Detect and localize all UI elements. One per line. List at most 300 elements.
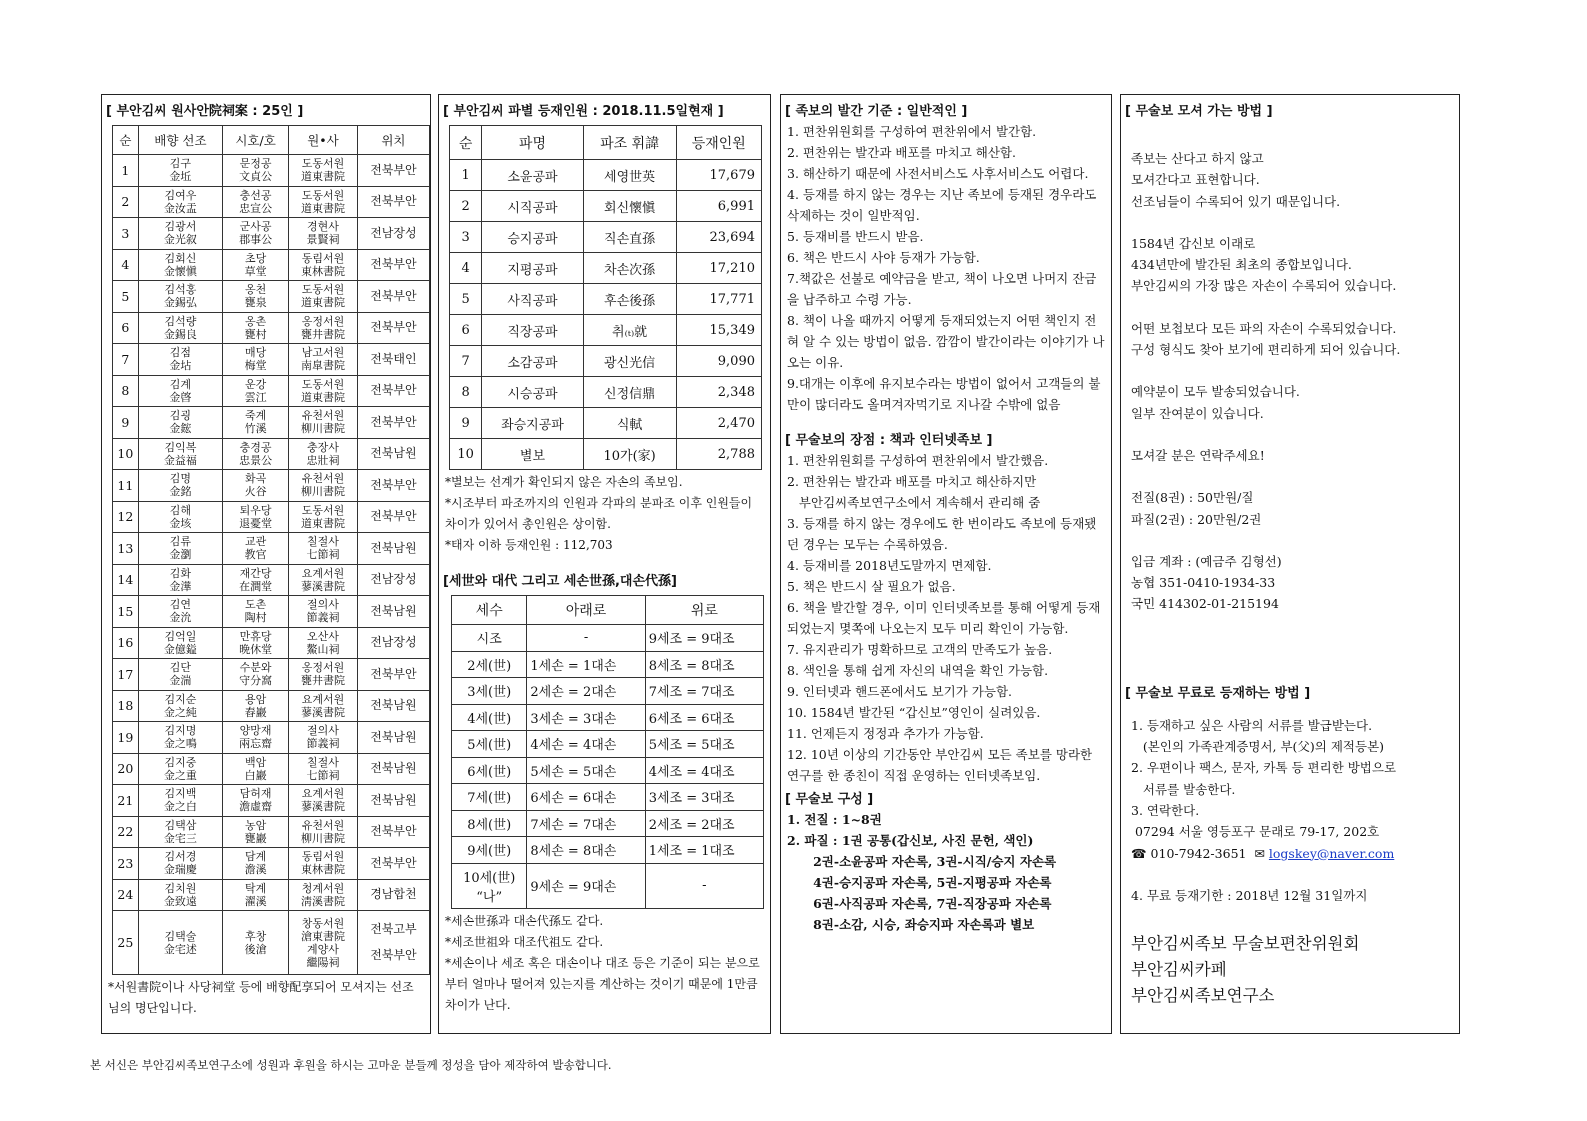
table-cell: 전북부안	[357, 375, 429, 407]
text-line: 모셔간다고 표현합니다.	[1131, 172, 1260, 188]
table-row	[452, 863, 764, 908]
table-row	[113, 155, 430, 187]
table-cell: 김익복 金益福	[138, 438, 222, 470]
text-line	[1131, 297, 1449, 318]
table-cell: 6	[450, 315, 482, 346]
table-cell: 용암 舂巖	[223, 690, 289, 722]
table-cell: 17,771	[676, 284, 761, 315]
table-cell: 경남합천	[357, 879, 429, 911]
table-cell: 10세(世) “나”	[452, 863, 527, 908]
table-cell: 2세(世)	[452, 651, 527, 678]
table-cell: 2세조 = 2대조	[645, 810, 763, 837]
table-cell: 전북남원	[357, 722, 429, 754]
text-line: 부안김씨의 가장 많은 자손이 수록되어 있습니다.	[1131, 278, 1397, 294]
table-cell: 20	[113, 753, 139, 785]
list-item: 5. 책은 반드시 살 필요가 없음.	[787, 579, 956, 594]
table-cell: 지평공파	[482, 253, 583, 284]
list-item: 7. 유지관리가 명확하므로 고객의 만족도가 높음.	[787, 642, 1053, 657]
table-row	[113, 312, 430, 344]
table-cell: 전북부안	[357, 407, 429, 439]
table-cell: 도동서원 道東書院	[289, 281, 358, 313]
note-line: *세손世孫과 대손代孫도 같다.	[445, 913, 604, 928]
table-row	[450, 439, 762, 470]
table-cell: 24	[113, 879, 139, 911]
text-line: 족보는 산다고 하지 않고	[1131, 151, 1264, 166]
table-header-row	[452, 596, 764, 625]
table-cell: 전남장성	[357, 218, 429, 250]
table-cell: 차손次孫	[583, 253, 676, 284]
deadline-text: 4. 무료 등재기한 : 2018년 12월 31일까지	[1131, 887, 1368, 903]
table-cell: 남고서원 南皐書院	[289, 344, 358, 376]
table-cell: 19	[113, 722, 139, 754]
list-item: 9.대개는 이후에 유지보수라는 방법이 없어서 고객들의 불만이 많더라도 올며겨자먹기로 지나갈 수밖에 없음	[787, 376, 1101, 412]
table-cell: 김단 金湍	[138, 659, 222, 691]
table-cell: 9,090	[676, 346, 761, 377]
table-cell: 3	[113, 218, 139, 250]
table-row	[452, 678, 764, 705]
table-cell: 8	[450, 377, 482, 408]
table-cell: 신정信鼎	[583, 377, 676, 408]
table-cell: 전북부안	[357, 312, 429, 344]
text-line: 입금 계좌 : (예금주 김형선)	[1131, 553, 1282, 569]
table-cell: 8	[113, 375, 139, 407]
table-cell: 시승공파	[482, 377, 583, 408]
table-row	[113, 564, 430, 596]
table-cell: 회신懷愼	[583, 191, 676, 222]
table-cell: 김지백 金之白	[138, 785, 222, 817]
table-cell: 1	[113, 155, 139, 187]
table-cell: 동림서원 東林書院	[289, 249, 358, 281]
table-cell: 요계서원 蓼溪書院	[289, 785, 358, 817]
table-cell: 7세조 = 7대조	[645, 678, 763, 705]
table-header-cell: 순	[113, 126, 139, 155]
table-cell: 3세(世)	[452, 678, 527, 705]
table-cell: 김석량 金錫良	[138, 312, 222, 344]
table-header-row	[113, 126, 430, 155]
table-cell: 6세손 = 6대손	[527, 784, 645, 811]
table-cell: 14	[113, 564, 139, 596]
table-cell: 좌승지공파	[482, 408, 583, 439]
table-cell: 김억일 金億鎰	[138, 627, 222, 659]
table-cell: 전북태인	[357, 344, 429, 376]
table-cell: 승지공파	[482, 222, 583, 253]
table-cell: 김여우 金汝盂	[138, 186, 222, 218]
table-cell: 절의사 節義祠	[289, 722, 358, 754]
table-cell: 23	[113, 848, 139, 880]
table-cell: 5세조 = 5대조	[645, 731, 763, 758]
table-cell: 직손直孫	[583, 222, 676, 253]
table-row	[113, 218, 430, 250]
text-line: 농협 351-0410-1934-33	[1131, 575, 1276, 591]
table-row	[113, 249, 430, 281]
table-cell: 전북부안	[357, 186, 429, 218]
table-cell: 3세손 = 3대손	[527, 704, 645, 731]
table-cell: 11	[113, 470, 139, 502]
table-cell: 9	[450, 408, 482, 439]
table-cell: 칠절사 七節祠	[289, 753, 358, 785]
list-item: 6. 책은 반드시 사야 등재가 가능함.	[787, 250, 980, 265]
table-cell: 오산사 鰲山祠	[289, 627, 358, 659]
table-cell: 전북남원	[357, 596, 429, 628]
table-cell: 직장공파	[482, 315, 583, 346]
table-cell: 충장사 忠壯祠	[289, 438, 358, 470]
table-header-cell: 세수	[452, 596, 527, 625]
table-cell: 문정공 文貞公	[223, 155, 289, 187]
list-item: 8. 색인을 통해 쉽게 자신의 내역을 확인 가능함.	[787, 663, 1049, 678]
table-cell: 13	[113, 533, 139, 565]
table-cell: 6	[113, 312, 139, 344]
table-cell: 초당 草堂	[223, 249, 289, 281]
table-cell: 도동서원 道東書院	[289, 186, 358, 218]
table-row	[113, 753, 430, 785]
table-row	[113, 375, 430, 407]
list-item: 2권-소윤공파 자손록, 3권-시직/승지 자손록	[787, 854, 1057, 869]
table-cell: 7세(世)	[452, 784, 527, 811]
table-row	[450, 284, 762, 315]
table-cell: 23,694	[676, 222, 761, 253]
list-item: 9. 인터넷과 핸드폰에서도 보기가 가능함.	[787, 684, 1012, 699]
table-header-cell: 파조 휘諱	[583, 126, 676, 160]
text-line: 어떤 보첩보다 모든 파의 자손이 수록되었습니다.	[1131, 320, 1397, 336]
table-cell: 3	[450, 222, 482, 253]
list-item: 8. 책이 나올 때까지 어떻게 등재되었는지 어떤 책인지 전혀 알 수 있는 방법이 없음. 깜깜이 발간이라는 이야기가 나오는 이유.	[787, 313, 1105, 370]
table-row	[113, 659, 430, 691]
table-cell: 식軾	[583, 408, 676, 439]
table-row	[113, 596, 430, 628]
text-line	[1131, 466, 1449, 487]
table-cell: 전북부안	[357, 659, 429, 691]
table-row	[113, 911, 430, 975]
text-line	[1131, 360, 1449, 381]
table-cell: 2,470	[676, 408, 761, 439]
table-cell: 전북부안	[357, 249, 429, 281]
table-cell: 김지명 金之鳴	[138, 722, 222, 754]
table-cell: 9	[113, 407, 139, 439]
table-cell: 도동서원 道東書院	[289, 375, 358, 407]
list-item: 2. 편찬위는 발간과 배포를 마치고 해산하지만	[787, 474, 1037, 489]
table-row	[452, 810, 764, 837]
table-cell: 죽계 竹溪	[223, 407, 289, 439]
table-row	[450, 191, 762, 222]
table-cell: 21	[113, 785, 139, 817]
table-cell: 옹정서원 甕井書院	[289, 312, 358, 344]
generation-table	[451, 595, 764, 909]
table-row	[450, 408, 762, 439]
table-cell: 전북부안	[357, 501, 429, 533]
table-cell: 전남장성	[357, 564, 429, 596]
table-cell: 옹천 甕泉	[223, 281, 289, 313]
text-line: (본인의 가족관계증명서, 부(父)의 제적등본)	[1131, 739, 1385, 755]
panel-branch-registrants	[438, 94, 771, 1034]
table-row	[113, 501, 430, 533]
table-cell: 전북부안	[357, 155, 429, 187]
table-cell: -	[527, 625, 645, 652]
table-row	[113, 848, 430, 880]
table-cell: 유천서원 柳川書院	[289, 470, 358, 502]
table-cell: 6세(世)	[452, 757, 527, 784]
table-cell: 취₍ₜ₎就	[583, 315, 676, 346]
table-row	[113, 816, 430, 848]
table-cell: 2	[113, 186, 139, 218]
table-cell: 창동서원 滄東書院 계양사 繼陽祠	[289, 911, 358, 975]
table-header-cell: 시호/호	[223, 126, 289, 155]
table-cell: 2,788	[676, 439, 761, 470]
list-item: 4권-승지공파 자손록, 5권-지평공파 자손록	[787, 875, 1052, 890]
table-header-cell: 아래로	[527, 596, 645, 625]
table-cell: 10	[113, 438, 139, 470]
table-cell: 4세(世)	[452, 704, 527, 731]
table-cell: 도동서원 道東書院	[289, 501, 358, 533]
table-row	[452, 625, 764, 652]
table-cell: 담허재 澹虛齋	[223, 785, 289, 817]
table-cell: 도동서원 道東書院	[289, 155, 358, 187]
table-cell: 4세손 = 4대손	[527, 731, 645, 758]
contact-line	[1125, 843, 1455, 864]
table-cell: 17	[113, 659, 139, 691]
table-cell: 담계 澹溪	[223, 848, 289, 880]
text-line: 선조님들이 수록되어 있기 때문입니다.	[1131, 193, 1341, 209]
table-cell: 전북남원	[357, 785, 429, 817]
table-cell: 도촌 陶村	[223, 596, 289, 628]
table-row	[113, 438, 430, 470]
table-row	[452, 704, 764, 731]
table-cell: 2세손 = 2대손	[527, 678, 645, 705]
list-item: 1. 전질 : 1~8권	[787, 812, 882, 827]
table-row	[450, 377, 762, 408]
table-cell: 1세손 = 1대손	[527, 651, 645, 678]
note-line: *태자 이하 등재인원 : 112,703	[445, 538, 613, 552]
panel-won-sa-an	[101, 94, 431, 1034]
list-item: 4. 등재를 하지 않는 경우는 지난 족보에 등재된 경우라도 삭제하는 것이 일반적임.	[787, 187, 1097, 223]
table-cell: 1세조 = 1대조	[645, 837, 763, 864]
footer-note: 본 서신은 부안김씨족보연구소에 성원과 후원을 하시는 고마운 분들께 정성을 담아 제작하여 발송합니다.	[90, 1058, 612, 1072]
text-line: 3. 연락한다.	[1131, 802, 1200, 818]
list-item: 2. 파질 : 1권 공통(갑신보, 사진 문헌, 색인)	[787, 833, 1034, 848]
table-cell: 유천서원 柳川書院	[289, 816, 358, 848]
branch-table	[449, 125, 762, 470]
table-cell: 전북고부 전북부안	[357, 911, 429, 975]
table-cell: 전남장성	[357, 627, 429, 659]
table-row	[113, 281, 430, 313]
table-header-cell: 등재인원	[676, 126, 761, 160]
table-cell: 18	[113, 690, 139, 722]
table-row	[113, 186, 430, 218]
table-cell: 칠절사 七節祠	[289, 533, 358, 565]
text-line: 07294 서울 영등포구 문래로 79-17, 202호	[1131, 824, 1380, 840]
table-cell: 김류 金瀏	[138, 533, 222, 565]
table-header-cell: 파명	[482, 126, 583, 160]
table-cell: 전북부안	[357, 816, 429, 848]
table-cell: 수분와 守分窩	[223, 659, 289, 691]
table-cell: 김굉 金鋐	[138, 407, 222, 439]
table-cell: 15	[113, 596, 139, 628]
list-item: 1. 편찬위원회를 구성하여 편찬위에서 발간했음.	[787, 453, 1049, 468]
note-line: *별보는 선계가 확인되지 않은 자손의 족보임.	[445, 475, 683, 489]
table-row	[113, 533, 430, 565]
table-cell: 김구 金坵	[138, 155, 222, 187]
won-sa-an-note: *서원書院이나 사당祠堂 등에 배향配享되어 모셔지는 선조님의 명단입니다.	[108, 980, 414, 1015]
table-cell: -	[645, 863, 763, 908]
text-line: 국민 414302-01-215194	[1131, 596, 1279, 612]
table-cell: 화곡 火谷	[223, 470, 289, 502]
table-row	[452, 651, 764, 678]
text-line: 434년만에 발간된 최초의 종합보입니다.	[1131, 257, 1352, 273]
list-item: 1. 편찬위원회를 구성하여 편찬위에서 발간함.	[787, 124, 1037, 139]
table-row	[113, 627, 430, 659]
table-cell: 사직공파	[482, 284, 583, 315]
note-line: *세손이나 세조 혹은 대손이나 대조 등은 기준이 되는 분으로부터 얼마나 떨어져 있는지를 계산하는 것이기 때문에 1만큼 차이가 난다.	[445, 955, 760, 1012]
table-cell: 4세조 = 4대조	[645, 757, 763, 784]
org-name: 부안김씨카페	[1131, 960, 1227, 980]
panel-how-to-get	[1120, 94, 1460, 1034]
table-cell: 만휴당 晩休堂	[223, 627, 289, 659]
table-row	[113, 785, 430, 817]
table-cell: 충선공 忠宣公	[223, 186, 289, 218]
table-header-cell: 위치	[357, 126, 429, 155]
table-cell: 김연 金沇	[138, 596, 222, 628]
text-line	[1131, 530, 1449, 551]
table-cell: 옹촌 甕村	[223, 312, 289, 344]
table-cell: 김명 金銘	[138, 470, 222, 502]
musulbo-merits-title: [ 무술보의 장점 : 책과 인터넷족보 ]	[785, 433, 993, 448]
table-cell: 10가(家)	[583, 439, 676, 470]
musulbo-composition-title: [ 무술보 구성 ]	[785, 792, 874, 807]
table-cell: 김지순 金之純	[138, 690, 222, 722]
table-cell: 5세손 = 5대손	[527, 757, 645, 784]
won-sa-an-table	[112, 125, 430, 975]
table-cell: 청계서원 淸溪書院	[289, 879, 358, 911]
table-cell: 전북부안	[357, 848, 429, 880]
table-cell: 후창 後滄	[223, 911, 289, 975]
list-item: 5. 등재비를 반드시 받음.	[787, 229, 924, 244]
text-line: 1. 등재하고 싶은 사람의 서류를 발급받는다.	[1131, 717, 1373, 733]
table-cell: 김계 金晵	[138, 375, 222, 407]
list-item: 6권-사직공파 자손록, 7권-직장공파 자손록	[787, 896, 1052, 911]
table-row	[113, 722, 430, 754]
list-item: 3. 등재를 하지 않는 경우에도 한 번이라도 족보에 등재됐던 경우는 모두는 수록하였음.	[787, 516, 1097, 552]
table-cell: 9세조 = 9대조	[645, 625, 763, 652]
table-cell: 교관 教官	[223, 533, 289, 565]
table-cell: 세영世英	[583, 160, 676, 191]
table-cell: 7세손 = 7대손	[527, 810, 645, 837]
table-cell: 군사공 郡事公	[223, 218, 289, 250]
table-cell: 옹정서원 甕井書院	[289, 659, 358, 691]
table-cell: 김점 金坫	[138, 344, 222, 376]
text-line: 전질(8권) : 50만원/질	[1131, 490, 1254, 506]
list-item: 11. 언제든지 정정과 추가가 가능함.	[787, 726, 984, 741]
table-cell: 4	[113, 249, 139, 281]
note-line: *세조世祖와 대조代祖도 같다.	[445, 934, 604, 949]
table-cell: 농암 甕巖	[223, 816, 289, 848]
list-item: 2. 편찬위는 발간과 배포를 마치고 해산함.	[787, 145, 1016, 160]
text-line	[1131, 212, 1449, 233]
table-cell: 광신光信	[583, 346, 676, 377]
text-line: 모셔갈 분은 연락주세요!	[1131, 447, 1265, 463]
table-cell: 3세조 = 3대조	[645, 784, 763, 811]
table-row	[113, 690, 430, 722]
text-line: 서류를 발송한다.	[1131, 781, 1236, 797]
table-cell: 2	[450, 191, 482, 222]
table-cell: 김화 金澕	[138, 564, 222, 596]
table-row	[452, 757, 764, 784]
table-row	[113, 470, 430, 502]
table-cell: 5	[450, 284, 482, 315]
table-row	[450, 315, 762, 346]
table-cell: 17,210	[676, 253, 761, 284]
text-line: 예약분이 모두 발송되었습니다.	[1131, 384, 1300, 400]
table-cell: 10	[450, 439, 482, 470]
table-cell: 8세손 = 8대손	[527, 837, 645, 864]
table-cell: 5	[113, 281, 139, 313]
list-item: 10. 1584년 발간된 “갑신보”영인이 실려있음.	[787, 705, 1041, 720]
table-row	[113, 879, 430, 911]
table-cell: 요계서원 蓼溪書院	[289, 564, 358, 596]
list-item: 8권-소감, 시승, 좌승지파 자손록과 별보	[787, 917, 1035, 932]
table-cell: 소감공파	[482, 346, 583, 377]
list-item: 3. 해산하기 때문에 사전서비스도 사후서비스도 어렵다.	[787, 166, 1089, 181]
table-cell: 동림서원 東林書院	[289, 848, 358, 880]
table-header-row	[450, 126, 762, 160]
list-item: 12. 10년 이상의 기간동안 부안김씨 모든 족보를 망라한 연구를 한 종친이 직접 운영하는 인터넷족보임.	[787, 747, 1097, 783]
table-cell: 8세조 = 8대조	[645, 651, 763, 678]
table-cell: 16	[113, 627, 139, 659]
mail-icon: ✉	[1254, 845, 1265, 861]
table-cell: 7	[450, 346, 482, 377]
table-cell: 전북남원	[357, 690, 429, 722]
text-line: 일부 잔여분이 있습니다.	[1131, 405, 1264, 421]
text-line: 파질(2권) : 20만원/2권	[1131, 511, 1262, 527]
table-cell: 전북남원	[357, 533, 429, 565]
table-cell: 1	[450, 160, 482, 191]
table-cell: 절의사 節義祠	[289, 596, 358, 628]
table-cell: 별보	[482, 439, 583, 470]
phone-number[interactable]: ☎ 010-7942-3651	[1131, 845, 1247, 861]
table-cell: 12	[113, 501, 139, 533]
table-cell: 김석홍 金錫弘	[138, 281, 222, 313]
table-cell: 2,348	[676, 377, 761, 408]
table-cell: 운강 雲江	[223, 375, 289, 407]
table-cell: 김택술 金宅述	[138, 911, 222, 975]
table-cell: 시조	[452, 625, 527, 652]
table-cell: 김회신 金懷愼	[138, 249, 222, 281]
table-cell: 15,349	[676, 315, 761, 346]
how-to-get-title: [ 무술보 모셔 가는 방법 ]	[1125, 104, 1273, 119]
table-cell: 8세(世)	[452, 810, 527, 837]
text-line: 2. 우편이나 팩스, 문자, 카톡 등 편리한 방법으로	[1131, 760, 1397, 776]
panel-publication	[780, 94, 1112, 1034]
org-name: 부안김씨족보연구소	[1131, 986, 1275, 1006]
table-cell: 백암 白巖	[223, 753, 289, 785]
list-item: 부안김씨족보연구소에서 계속해서 관리해 줌	[787, 495, 1041, 510]
branch-title: [ 부안김씨 파별 등재인원 : 2018.11.5일현재 ]	[443, 104, 724, 119]
table-cell: 김서경 金瑞慶	[138, 848, 222, 880]
table-cell: 김치원 金致遠	[138, 879, 222, 911]
table-row	[452, 731, 764, 758]
list-item: 4. 등재비를 2018년도말까지 면제함.	[787, 558, 992, 573]
table-cell: 김해 金垓	[138, 501, 222, 533]
publication-standard-title: [ 족보의 발간 기준 : 일반적인 ]	[785, 104, 968, 119]
table-cell: 김광서 金光叙	[138, 218, 222, 250]
table-cell: 재간당 在澗堂	[223, 564, 289, 596]
table-cell: 17,679	[676, 160, 761, 191]
won-sa-an-title: [ 부안김씨 원사안院祠案 : 25인 ]	[106, 104, 304, 119]
table-row	[450, 253, 762, 284]
email-link[interactable]: logskey@naver.com	[1268, 845, 1395, 861]
table-cell: 전북남원	[357, 438, 429, 470]
table-cell: 6세조 = 6대조	[645, 704, 763, 731]
table-cell: 전북부안	[357, 470, 429, 502]
table-row	[113, 344, 430, 376]
